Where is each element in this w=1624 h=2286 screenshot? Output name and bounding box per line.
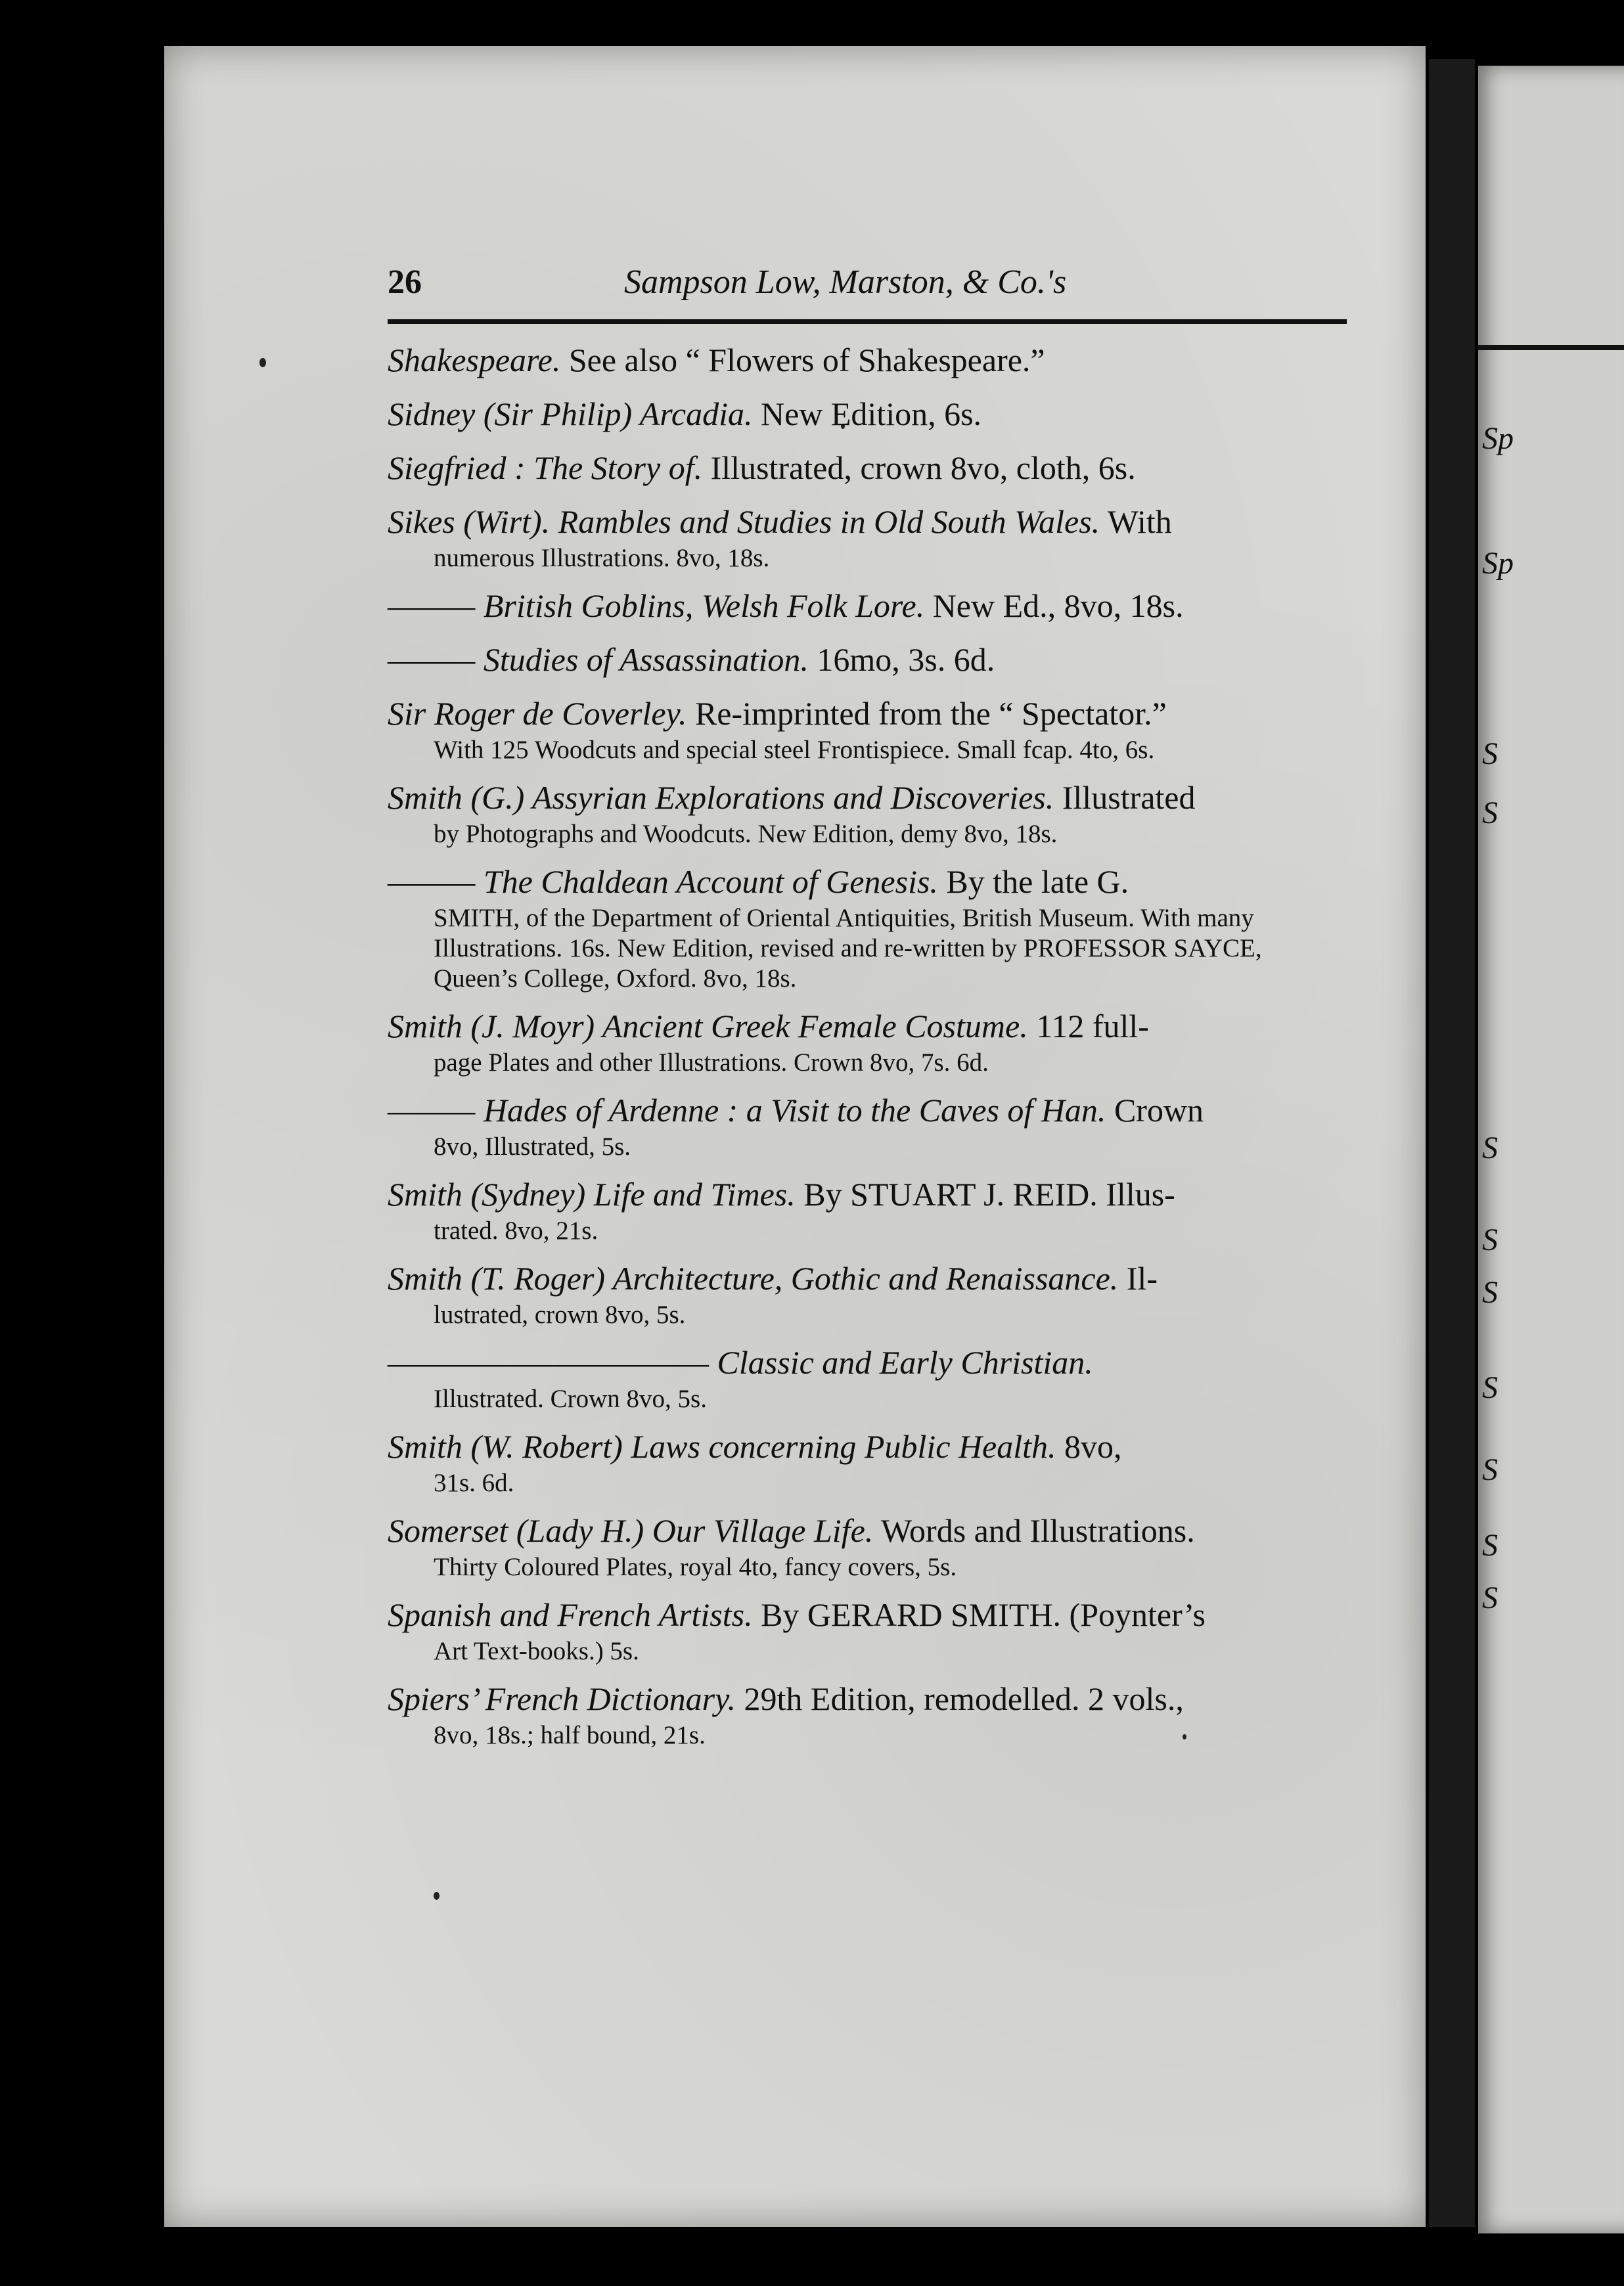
entry-continuation: Thirty Coloured Plates, royal 4to, fancy covers, 5s. (434, 1553, 957, 1581)
entry-continuation: Art Text-books.) 5s. (434, 1637, 639, 1665)
catalogue-entry (388, 446, 1347, 489)
entry-title: Somerset (Lady H.) Our Village Life. (388, 1512, 874, 1549)
facing-page-edge (1478, 66, 1624, 2233)
catalogue-entry (388, 584, 1347, 627)
page-number: 26 (388, 263, 422, 301)
entry-first-line (388, 1509, 1347, 1552)
entry-title: Smith (W. Robert) Laws concerning Public Health. (388, 1428, 1056, 1465)
entry-details: With (1100, 503, 1172, 540)
facing-page-letter: Sp (1482, 546, 1514, 581)
entry-title: Smith (J. Moyr) Ancient Greek Female Costume. (388, 1008, 1028, 1044)
entry-details: 29th Edition, remodelled. 2 vols., (736, 1680, 1184, 1717)
facing-page-letter: S (1482, 1275, 1498, 1310)
entry-details: Il- (1118, 1260, 1158, 1297)
entry-first-line (388, 1257, 1347, 1300)
running-title: Sampson Low, Marston, & Co.'s (624, 263, 1067, 301)
entry-details: New Edition, 6s. (752, 395, 982, 432)
catalogue-entry (388, 1425, 1347, 1498)
entry-continuation: Illustrated. Crown 8vo, 5s. (434, 1385, 707, 1413)
entry-details: By STUART J. REID. Illus- (795, 1176, 1175, 1213)
entry-first-line (388, 1004, 1347, 1048)
entry-continuation: lustrated, crown 8vo, 5s. (434, 1301, 686, 1329)
facing-page-letter: S (1482, 1222, 1498, 1257)
entry-continuation: With 125 Woodcuts and special steel Frontispiece. Small fcap. 4to, 6s. (434, 736, 1155, 764)
entry-title: ——— Hades of Ardenne : a Visit to the Caves of Han. (388, 1092, 1106, 1129)
entry-details: Illustrated (1054, 779, 1196, 816)
entry-title: Smith (G.) Assyrian Explorations and Discoveries. (388, 779, 1054, 816)
entry-title: Sikes (Wirt). Rambles and Studies in Old South Wales. (388, 503, 1100, 540)
entry-continuation: SMITH, of the Department of Oriental Antiquities, British Museum. With many Illustrations. 16s. New Edition, revised and re-written by PROFESSOR SAYCE, Queen’s College, Oxford. 8vo, 18s. (434, 904, 1262, 993)
facing-page-letter: S (1482, 1131, 1498, 1165)
entry-continuation: 8vo, Illustrated, 5s. (434, 1132, 631, 1161)
entry-first-line (388, 1088, 1347, 1132)
entry-title: Siegfried : The Story of. (388, 449, 703, 486)
entry-continuation: by Photographs and Woodcuts. New Edition, demy 8vo, 18s. (434, 820, 1058, 848)
entry-title: ——————————— Classic and Early Christian. (388, 1344, 1093, 1381)
entry-first-line (388, 692, 1347, 735)
entry-title: Spanish and French Artists. (388, 1596, 753, 1633)
entry-details: Re-imprinted from the “ Spectator.” (687, 695, 1167, 732)
entry-title: Sidney (Sir Philip) Arcadia. (388, 395, 753, 432)
entry-first-line (388, 392, 1347, 436)
entry-details: By the late G. (937, 863, 1129, 900)
facing-page-letter: S (1482, 736, 1498, 771)
entry-details: Crown (1106, 1092, 1204, 1129)
entry-title: ——— Studies of Assassination. (388, 641, 809, 678)
entry-first-line (388, 776, 1347, 819)
entry-title: Spiers’ French Dictionary. (388, 1680, 736, 1717)
catalogue-entry (388, 1509, 1347, 1582)
catalogue-entry (388, 1593, 1347, 1667)
book-gutter (1429, 59, 1475, 2227)
entry-first-line (388, 860, 1347, 903)
catalogue-entry (388, 1173, 1347, 1246)
header-rule (388, 319, 1347, 324)
catalogue-entry (388, 338, 1347, 382)
entry-first-line (388, 446, 1347, 489)
catalogue-entry (388, 500, 1347, 573)
entry-title: Shakespeare. (388, 342, 561, 378)
entry-first-line (388, 1173, 1347, 1216)
catalogue-entry (388, 860, 1347, 994)
facing-page-letter: S (1482, 1580, 1498, 1615)
entry-details: 112 full- (1027, 1008, 1149, 1044)
catalogue-entry (388, 1088, 1347, 1162)
entry-details: Illustrated, crown 8vo, cloth, 6s. (702, 449, 1136, 486)
entry-first-line (388, 1341, 1347, 1384)
entry-continuation: page Plates and other Illustrations. Crown 8vo, 7s. 6d. (434, 1048, 989, 1077)
entry-details: 8vo, (1056, 1428, 1122, 1465)
entry-title: Smith (T. Roger) Architecture, Gothic and Renaissance. (388, 1260, 1119, 1297)
catalogue-entry (388, 1257, 1347, 1330)
catalogue-entry (388, 1004, 1347, 1078)
page-header (388, 263, 1347, 315)
entry-title: Smith (Sydney) Life and Times. (388, 1176, 796, 1213)
facing-page-letter: S (1482, 1370, 1498, 1405)
entry-continuation: 31s. 6d. (434, 1469, 514, 1497)
entry-details: See also “ Flowers of Shakespeare.” (560, 342, 1045, 378)
entry-details: New Ed., 8vo, 18s. (924, 587, 1184, 624)
entry-details: Words and Illustrations. (873, 1512, 1195, 1549)
catalogue-entries (388, 338, 1347, 1751)
entry-first-line (388, 1593, 1347, 1636)
facing-page-letter: S (1482, 1452, 1498, 1487)
catalogue-text (388, 263, 1347, 1761)
catalogue-entry (388, 1677, 1347, 1751)
catalogue-entry (388, 392, 1347, 436)
catalogue-entry (388, 776, 1347, 849)
entry-title: ——— British Goblins, Welsh Folk Lore. (388, 587, 925, 624)
catalogue-entry (388, 1341, 1347, 1414)
facing-page-rule (1478, 345, 1624, 350)
entry-first-line (388, 584, 1347, 627)
entry-first-line (388, 638, 1347, 681)
entry-title: ——— The Chaldean Account of Genesis. (388, 863, 938, 900)
facing-page-letter: S (1482, 1528, 1498, 1563)
catalogue-entry (388, 692, 1347, 765)
catalogue-entry (388, 638, 1347, 681)
entry-first-line (388, 1425, 1347, 1468)
entry-continuation: trated. 8vo, 21s. (434, 1217, 598, 1245)
entry-first-line (388, 500, 1347, 543)
facing-page-letter: S (1482, 796, 1498, 830)
entry-continuation: 8vo, 18s.; half bound, 21s. (434, 1721, 706, 1749)
entry-first-line (388, 1677, 1347, 1720)
entry-title: Sir Roger de Coverley. (388, 695, 687, 732)
entry-continuation: numerous Illustrations. 8vo, 18s. (434, 544, 770, 572)
entry-first-line (388, 338, 1347, 382)
facing-page-letter: Sp (1482, 421, 1514, 456)
entry-details: By GERARD SMITH. (Poynter’s (752, 1596, 1206, 1633)
entry-details: 16mo, 3s. 6d. (808, 641, 995, 678)
